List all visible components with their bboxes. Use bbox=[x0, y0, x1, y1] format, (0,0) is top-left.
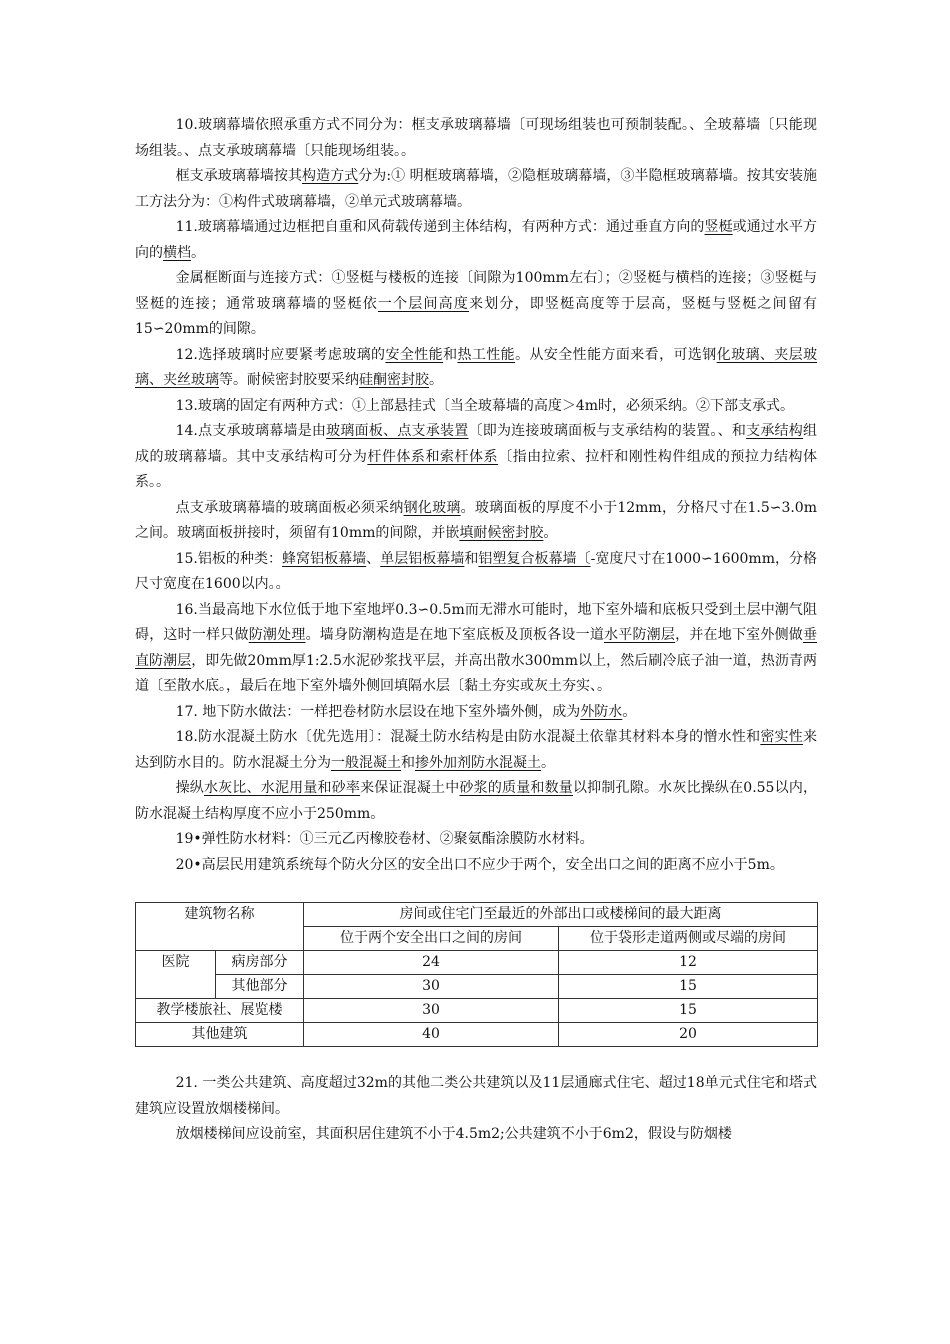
table-subheader-between-exits: 位于两个安全出口之间的房间 bbox=[304, 927, 559, 951]
text-run: 以抑制孔隙。水灰比操纵在0.55以内，防水混凝土结构厚度不应小于250mm。 bbox=[135, 780, 818, 822]
paragraph bbox=[135, 164, 817, 215]
paragraph: 21. 一类公共建筑、高度超过32m的其他二类公共建筑以及11层通廊式住宅、超过18单元式住宅和塔式建筑应设置放烟楼梯间。 bbox=[135, 1075, 817, 1117]
paragraph: 放烟楼梯间应设前室，其面积居住建筑不小于4.5m2;公共建筑不小于6m2，假设与防烟楼 bbox=[175, 1126, 732, 1142]
table-cell-value: 30 bbox=[304, 999, 559, 1023]
table-cell-name: 其他建筑 bbox=[136, 1023, 304, 1047]
underlined-term: 防潮处理 bbox=[248, 627, 306, 643]
table-cell-value: 20 bbox=[559, 1023, 818, 1047]
text-run: 16.当最高地下水位低于地下室地坪0.3∽0.5m而无滞水可能时，地下室外墙和底板只受到土层中潮气阻碍，这时一样只做 bbox=[135, 601, 817, 643]
underlined-term: 铝塑复合板幕墙〔 bbox=[478, 550, 591, 567]
text-run: 和 bbox=[443, 346, 458, 363]
text-run: 。玻璃面板的厚度不小于12mm，分格尺寸在1.5∽3.0m之间。玻璃面板拼接时，须留有10mm的间隙，并嵌 bbox=[135, 499, 817, 541]
table-cell-value: 40 bbox=[304, 1023, 559, 1047]
underlined-term: 化玻璃、夹层玻璃、夹丝玻璃 bbox=[135, 346, 818, 388]
paragraph bbox=[135, 215, 817, 266]
underlined-term: 填耐候密封胶 bbox=[459, 525, 544, 541]
paragraph bbox=[135, 827, 817, 853]
table-cell-name: 病房部分 bbox=[216, 951, 304, 975]
underlined-term: 水灰比、水泥用量和砂率 bbox=[203, 780, 361, 796]
underlined-term: 掺外加剂防水混凝土 bbox=[415, 754, 541, 771]
text-run: 来达到防水目的。防水混凝土分为 bbox=[135, 729, 818, 771]
text-run: 等。耐候密封胶要采纳 bbox=[219, 372, 359, 388]
text-run: 、 bbox=[366, 550, 381, 567]
paragraph-list bbox=[135, 113, 817, 878]
text-run: 13.玻璃的固定有两种方式：①上部悬挂式〔当全玻幕墙的高度＞4m时，必须采纳。②下部支承式。 bbox=[175, 397, 795, 414]
text-run: 。 bbox=[543, 525, 558, 541]
table-subheader-dead-end: 位于袋形走道两侧或尽端的房间 bbox=[559, 927, 818, 951]
text-run: 框支承玻璃幕墙按其 bbox=[175, 168, 303, 184]
text-run: 20•高层民用建筑系统每个防火分区的安全出口不应少于两个，安全出口之间的距离不应小于5m。 bbox=[175, 856, 784, 873]
table-cell-value: 30 bbox=[304, 975, 559, 999]
underlined-term: 外防水 bbox=[580, 703, 623, 720]
text-run: 组成的玻璃幕墙。其中支承结构可分为 bbox=[135, 423, 818, 465]
underlined-term: 玻璃面板、点支承装置 bbox=[326, 423, 469, 439]
text-run: 18.防水混凝土防水〔优先选用〕：混凝土防水结构是由防水混凝土依靠其材料本身的憎水性和 bbox=[175, 729, 761, 745]
paragraph bbox=[135, 547, 817, 598]
table-header-max-distance: 房间或住宅门至最近的外部出口或楼梯间的最大距离 bbox=[304, 903, 818, 927]
text-run: 19•弹性防水材料：①三元乙丙橡胶卷材、②聚氨酯涂膜防水材料。 bbox=[175, 831, 594, 847]
text-run: 操纵 bbox=[175, 780, 204, 796]
underlined-term: 水平防潮层 bbox=[604, 627, 676, 643]
underlined-term: 安全性能 bbox=[385, 346, 444, 363]
table-cell-value: 15 bbox=[559, 975, 818, 999]
evacuation-distance-table bbox=[135, 902, 818, 1047]
table-cell-name: 教学楼旅社、展览楼 bbox=[136, 999, 304, 1023]
text-run: 17. 地下防水做法：一样把卷材防水层设在地下室外墙外侧，成为 bbox=[175, 703, 581, 720]
paragraph bbox=[135, 598, 817, 700]
paragraph bbox=[135, 113, 817, 164]
paragraph bbox=[135, 419, 817, 496]
text-run: 。 bbox=[541, 754, 555, 771]
text-run: -宽度尺寸在1000∽1600mm，分格尺寸宽度在1600以内。。 bbox=[135, 550, 818, 592]
text-run: 或通过水平方向的 bbox=[135, 219, 818, 261]
text-run: 和 bbox=[401, 754, 415, 771]
trailing-paragraphs bbox=[135, 1071, 817, 1148]
underlined-term: 硅酮密封胶 bbox=[359, 372, 429, 388]
underlined-term: 构造方式 bbox=[302, 168, 359, 184]
table-cell-value: 12 bbox=[559, 951, 818, 975]
underlined-term: 一个层间高度 bbox=[377, 295, 470, 312]
text-run: 和 bbox=[464, 550, 479, 567]
underlined-term: 热工性能 bbox=[457, 346, 516, 363]
underlined-term: 支承结构 bbox=[746, 423, 804, 439]
text-run: 金属框断面与连接方式：①竖梃与楼板的连接〔间隙为100mm左右〕；②竖梃与横档的连接；③竖梃与竖梃的连接；通常玻璃幕墙的竖梃依 bbox=[135, 270, 817, 312]
text-run: 12.选择玻璃时应要紧考虑玻璃的 bbox=[175, 346, 386, 363]
table-cell-name: 其他部分 bbox=[216, 975, 304, 999]
paragraph bbox=[135, 496, 817, 547]
table-cell-value: 24 bbox=[304, 951, 559, 975]
paragraph bbox=[135, 725, 817, 776]
text-run: ，即先做20mm厚1:2.5水泥砂浆找平层，并高出散水300mm以上，然后刷冷底子油一道，热沥青两道〔至散水底。，最后在地下室外墙外侧回填隔水层〔黏土夯实或灰土夯实、。 bbox=[135, 652, 818, 694]
text-run: 。从安全性能方面来看，可选钢 bbox=[515, 346, 717, 363]
text-run: 。 bbox=[622, 703, 637, 720]
underlined-term: 钢化玻璃 bbox=[403, 499, 461, 516]
paragraph bbox=[135, 266, 817, 343]
underlined-term: 密实性 bbox=[760, 729, 804, 745]
paragraph bbox=[135, 853, 817, 879]
underlined-term: 杆件体系和索杆体系 bbox=[367, 448, 499, 465]
text-run: 〔指由拉索、拉杆和刚性构件组成的预拉力结构体系。。 bbox=[135, 448, 818, 490]
paragraph bbox=[135, 394, 817, 420]
document-body bbox=[135, 113, 817, 1148]
table-cell-hospital: 医院 bbox=[136, 951, 216, 999]
text-run: ，并在地下室外侧做 bbox=[675, 627, 804, 643]
underlined-term: 砂浆的质量和数量 bbox=[459, 780, 573, 796]
text-run: 。 bbox=[429, 372, 443, 388]
paragraph bbox=[135, 343, 817, 394]
text-run: 来划分，即竖梃高度等于层高，竖梃与竖梃之间留有15∽20mm的间隙。 bbox=[135, 295, 818, 337]
paragraph bbox=[135, 776, 817, 827]
underlined-term: 单层铝板幕墙 bbox=[380, 550, 465, 567]
text-run: 15.铝板的种类： bbox=[175, 550, 283, 567]
underlined-term: 垂直防潮层 bbox=[135, 627, 818, 669]
underlined-term: 横档 bbox=[163, 244, 191, 261]
table-cell-value: 15 bbox=[559, 999, 818, 1023]
paragraph bbox=[135, 700, 817, 726]
table-header-building: 建筑物名称 bbox=[136, 903, 304, 951]
text-run: 。墙身防潮构造是在地下室底板及顶板各设一道 bbox=[305, 627, 605, 643]
text-run: 分为:① 明框玻璃幕墙，②隐框玻璃幕墙，③半隐框玻璃幕墙。按其安装施工方法分为：①构件式玻璃幕墙，②单元式玻璃幕墙。 bbox=[135, 168, 818, 210]
underlined-term: 一般混凝土 bbox=[331, 754, 401, 771]
underlined-term: 竖梃 bbox=[704, 219, 733, 235]
text-run: 14.点支承玻璃幕墙是由 bbox=[175, 423, 327, 439]
text-run: 。 bbox=[191, 244, 205, 261]
text-run: 来保证混凝土中 bbox=[360, 780, 460, 796]
text-run: 点支承玻璃幕墙的玻璃面板必须采纳 bbox=[175, 499, 404, 516]
text-run: 〔即为连接玻璃面板与支承结构的装置。、和 bbox=[468, 423, 747, 439]
underlined-term: 蜂窝铝板幕墙 bbox=[282, 550, 367, 567]
text-run: 11.玻璃幕墙通过边框把自重和风荷载传递到主体结构，有两种方式：通过垂直方向的 bbox=[175, 219, 705, 235]
text-run: 10.玻璃幕墙依照承重方式不同分为：框支承玻璃幕墙〔可现场组装也可预制装配。、全玻幕墙〔只能现场组装。、点支承玻璃幕墙〔只能现场组装。。 bbox=[135, 117, 817, 159]
